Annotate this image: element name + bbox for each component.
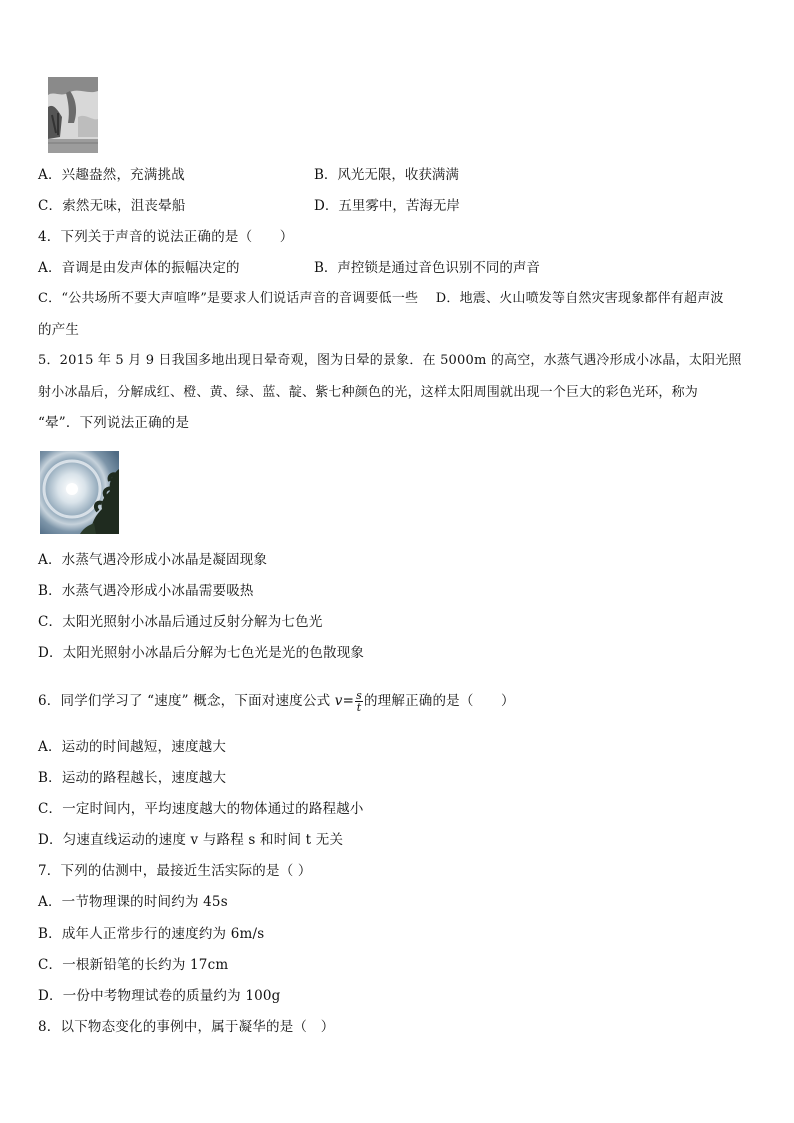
q6-stem-post: 的理解正确的是（ ） [363, 693, 515, 709]
q4-option-c-d: C．“公共场所不要大声喧哗”是要求人们说话声音的音调要低一些 D．地震、火山喷发等自然灾害现象都伴有超声波 [38, 291, 724, 306]
q7-option-b: B．成年人正常步行的速度约为 6m/s [38, 926, 265, 942]
q4-option-d-continued: 的产生 [38, 322, 80, 338]
q6-option-d: D．匀速直线运动的速度 v 与路程 s 和时间 t 无关 [38, 832, 344, 848]
q5-option-c: C．太阳光照射小冰晶后通过反射分解为七色光 [38, 614, 323, 630]
q7-stem: 7．下列的估测中，最接近生活实际的是（ ） [38, 863, 312, 879]
q5-halo-image [40, 451, 119, 534]
q7-option-c: C．一根新铅笔的长约为 17cm [38, 957, 229, 973]
q5-stem-line1: 5．2015 年 5 月 9 日我国多地出现日晕奇观，图为日晕的景象．在 5000m 的高空，水蒸气遇冷形成小冰晶，太阳光照 [38, 353, 742, 368]
q5-stem-line2: 射小冰晶后，分解成红、橙、黄、绿、蓝、靛、紫七种颜色的光，这样太阳周围就出现一个巨大的彩色光环，称为 [38, 385, 699, 400]
q5-figure [40, 451, 119, 534]
q7-option-a: A．一节物理课的时间约为 45s [38, 894, 228, 910]
q7-option-d: D．一份中考物理试卷的质量约为 100g [38, 988, 281, 1004]
q3-option-b: B．风光无限，收获满满 [314, 167, 459, 183]
q6-stem-pre: 6．同学们学习了 “速度” 概念，下面对速度公式 [38, 693, 335, 709]
q6-formula-fraction [355, 690, 363, 713]
q3-option-d: D．五里雾中，苦海无岸 [314, 198, 460, 214]
q3-figure [48, 77, 98, 153]
q3-figure-image [48, 77, 98, 153]
q3-option-c: C．索然无味，沮丧晕船 [38, 198, 186, 214]
q6-formula-lhs: v= [334, 693, 355, 709]
q3-option-a: A．兴趣盎然，充满挑战 [38, 167, 185, 183]
q6-option-c: C．一定时间内，平均速度越大的物体通过的路程越小 [38, 801, 364, 817]
q6-formula-numerator: s [356, 689, 362, 702]
q4-option-a: A．音调是由发声体的振幅决定的 [38, 260, 240, 276]
q5-option-b: B．水蒸气遇冷形成小冰晶需要吸热 [38, 583, 254, 599]
q6-option-b: B．运动的路程越长，速度越大 [38, 770, 227, 786]
q4-option-b: B．声控锁是通过音色识别不同的声音 [314, 260, 540, 276]
q6-stem [38, 690, 515, 713]
q6-formula-denominator: t [356, 701, 362, 714]
q5-stem-line3: “晕”．下列说法正确的是 [38, 415, 190, 431]
q4-stem: 4．下列关于声音的说法正确的是（ ） [38, 229, 294, 245]
q5-option-a: A．水蒸气遇冷形成小冰晶是凝固现象 [38, 552, 268, 568]
q8-stem: 8．以下物态变化的事例中，属于凝华的是（ ） [38, 1019, 335, 1035]
q5-option-d: D．太阳光照射小冰晶后分解为七色光是光的色散现象 [38, 645, 365, 661]
q6-option-a: A．运动的时间越短，速度越大 [38, 739, 227, 755]
